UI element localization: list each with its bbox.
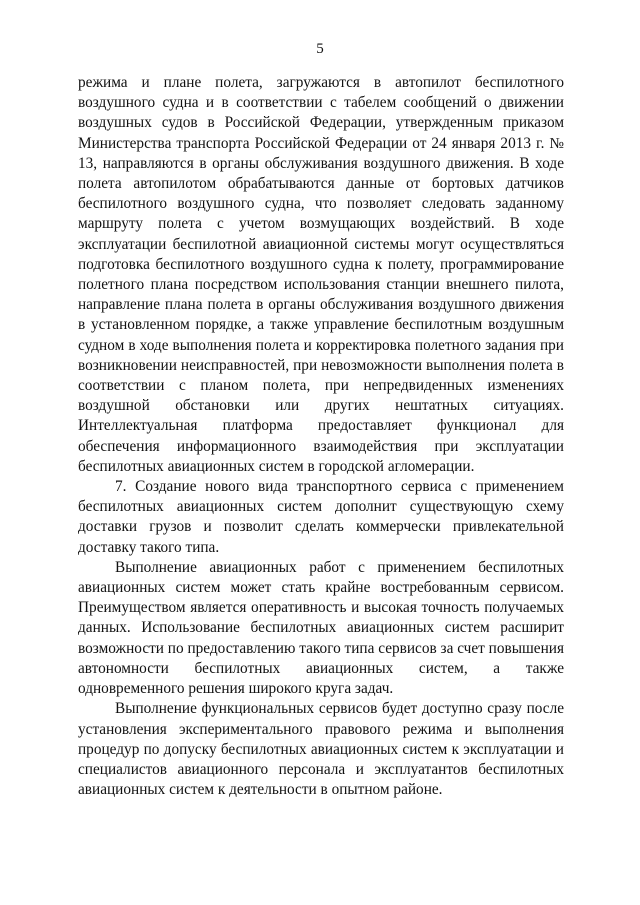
document-body <box>78 73 564 800</box>
paragraph-aviation-works: Выполнение авиационных работ с применением беспилотных авиационных систем может стать крайне востребованным сервисом. Преимуществом является оперативность и высокая точность получаемых данных. Использование беспилотных авиационных систем расширит возможности по предоставлению такого типа сервисов за счет повышения автономности беспилотных авиационных систем, а также одновременного решения широкого круга задач. <box>78 558 564 698</box>
paragraph-item-7: 7. Создание нового вида транспортного сервиса с применением беспилотных авиационных систем дополнит существующую схему доставки грузов и позволит сделать коммерчески привлекательной доставку такого типа. <box>78 478 564 556</box>
page-number: 5 <box>316 41 324 57</box>
paragraph-continuation: режима и плане полета, загружаются в автопилот беспилотного воздушного судна и в соответствии с табелем сообщений о движении воздушных судов в Российской Федерации, утвержденным приказом Министерства транспорта Российской Федерации от 24 января 2013 г. № 13, направляются в органы обслуживания воздушного движения. В ходе полета автопилотом обрабатываются данные от бортовых датчиков беспилотного воздушного судна, что позволяет следовать заданному маршруту полета с учетом возмущающих воздействий. В ходе эксплуатации беспилотной авиационной системы могут осуществляться подготовка беспилотного воздушного судна к полету, программирование полетного плана посредством использования станции внешнего пилота, направление плана полета в органы обслуживания воздушного движения в установленном порядке, а также управление беспилотным воздушным судном в ходе выполнения полета и корректировка полетного задания при возникновении неисправностей, при невозможности выполнения полета в соответствии с планом полета, при непредвиденных изменениях воздушной обстановки или других нештатных ситуациях. Интеллектуальная платформа предоставляет функционал для обеспечения информационного взаимодействия при эксплуатации беспилотных авиационных систем в городской агломерации. <box>78 74 564 475</box>
paragraph-functional-services: Выполнение функциональных сервисов будет доступно сразу после установления экспериментального правового режима и выполнения процедур по допуску беспилотных авиационных систем к эксплуатации и специалистов авиационного персонала и эксплуатантов беспилотных авиационных систем к деятельности в опытном районе. <box>78 700 564 799</box>
